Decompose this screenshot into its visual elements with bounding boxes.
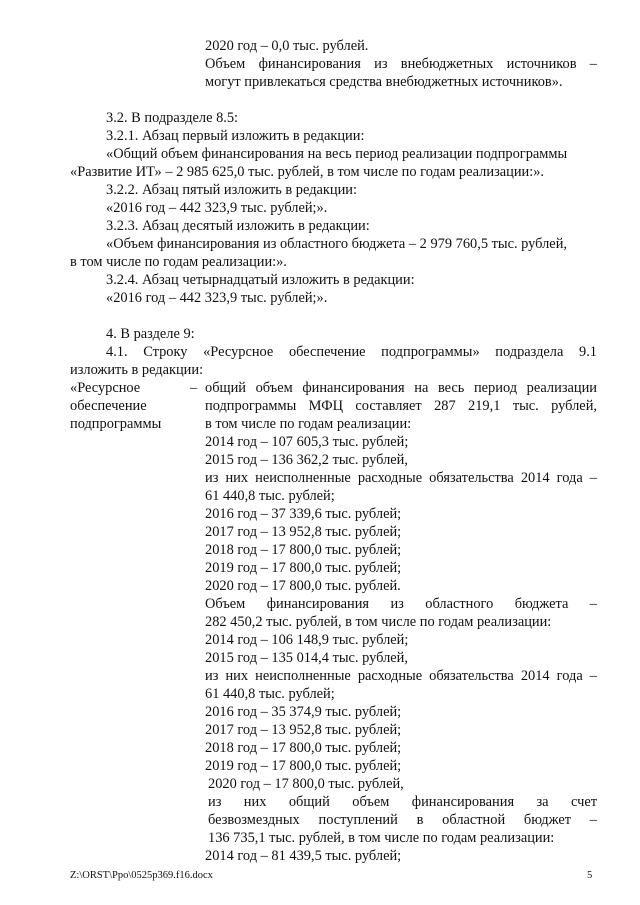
text-line: «2016 год – 442 323,9 тыс. рублей;».	[106, 290, 328, 306]
table-content-line: 2014 год – 81 439,5 тыс. рублей;	[205, 848, 402, 864]
table-label-line: обеспечение	[70, 398, 147, 414]
paragraph-label: 3.2.4. Абзац четырнадцатый изложить в редакции:	[106, 272, 415, 288]
text-line: 2020 год – 0,0 тыс. рублей.	[205, 38, 369, 54]
footer-file-path: Z:\ORST\Ppo\0525p369.f16.docx	[70, 870, 213, 881]
table-content-line: 2019 год – 17 800,0 тыс. рублей;	[205, 560, 402, 576]
table-content-line: 2020 год – 17 800,0 тыс. рублей,	[208, 776, 404, 792]
table-content-line: 2016 год – 37 339,6 тыс. рублей;	[205, 506, 402, 522]
table-content-line: 2019 год – 17 800,0 тыс. рублей;	[205, 758, 402, 774]
table-content-line: 2017 год – 13 952,8 тыс. рублей;	[205, 722, 402, 738]
table-content-line: из них неисполненные расходные обязательства 2014 года –	[205, 470, 597, 486]
table-content-line: безвозмездных поступлений в областной бюджет –	[208, 812, 597, 828]
paragraph-label: 3.2.2. Абзац пятый изложить в редакции:	[106, 182, 357, 198]
table-content-line: Объем финансирования из областного бюджета –	[205, 596, 597, 612]
table-content-line: 2018 год – 17 800,0 тыс. рублей;	[205, 542, 402, 558]
text-line: «Общий объем финансирования на весь период реализации подпрограммы	[106, 146, 568, 162]
paragraph-label: 3.2.3. Абзац десятый изложить в редакции:	[106, 218, 370, 234]
table-content-line: в том числе по годам реализации:	[205, 416, 412, 432]
table-dash: –	[190, 380, 198, 396]
table-content-line: 2014 год – 106 148,9 тыс. рублей;	[205, 632, 409, 648]
text-line: «Объем финансирования из областного бюджета – 2 979 760,5 тыс. рублей,	[106, 236, 567, 252]
table-content-line: 2017 год – 13 952,8 тыс. рублей;	[205, 524, 402, 540]
text-line: Объем финансирования из внебюджетных источников –	[205, 56, 597, 72]
table-content-line: 2015 год – 136 362,2 тыс. рублей,	[205, 452, 408, 468]
table-content-line: 2015 год – 135 014,4 тыс. рублей,	[205, 650, 408, 666]
table-label-line: подпрограммы	[70, 416, 162, 432]
text-line: могут привлекаться средства внебюджетных источников».	[205, 74, 563, 90]
section-heading: 4. В разделе 9:	[106, 326, 195, 342]
page-number: 5	[587, 870, 593, 881]
paragraph-label: 3.2.1. Абзац первый изложить в редакции:	[106, 128, 365, 144]
table-content-line: 136 735,1 тыс. рублей, в том числе по годам реализации:	[208, 830, 555, 846]
table-content-line: 282 450,2 тыс. рублей, в том числе по годам реализации:	[205, 614, 552, 630]
text-line: «Развитие ИТ» – 2 985 625,0 тыс. рублей, в том числе по годам реализации:».	[70, 164, 545, 180]
table-label-line: «Ресурсное	[70, 380, 141, 396]
table-content-line: 2018 год – 17 800,0 тыс. рублей;	[205, 740, 402, 756]
text-line: 4.1. Строку «Ресурсное обеспечение подпрограммы» подраздела 9.1	[106, 344, 597, 360]
table-content-line: 2016 год – 35 374,9 тыс. рублей;	[205, 704, 402, 720]
section-heading: 3.2. В подразделе 8.5:	[106, 110, 239, 126]
table-content-line: 61 440,8 тыс. рублей;	[205, 488, 335, 504]
text-line: в том числе по годам реализации:».	[70, 254, 287, 270]
table-content-line: 2014 год – 107 605,3 тыс. рублей;	[205, 434, 409, 450]
table-content-line: из них общий объем финансирования за счет	[208, 794, 597, 810]
table-content-line: 61 440,8 тыс. рублей;	[205, 686, 335, 702]
text-line: «2016 год – 442 323,9 тыс. рублей;».	[106, 200, 328, 216]
table-content-line: 2020 год – 17 800,0 тыс. рублей.	[205, 578, 401, 594]
text-line: изложить в редакции:	[70, 362, 204, 378]
table-content-line: подпрограммы МФЦ составляет 287 219,1 тыс. рублей,	[205, 398, 597, 414]
table-content-line: из них неисполненные расходные обязательства 2014 года –	[205, 668, 597, 684]
table-content-line: общий объем финансирования на весь период реализации	[205, 380, 597, 396]
